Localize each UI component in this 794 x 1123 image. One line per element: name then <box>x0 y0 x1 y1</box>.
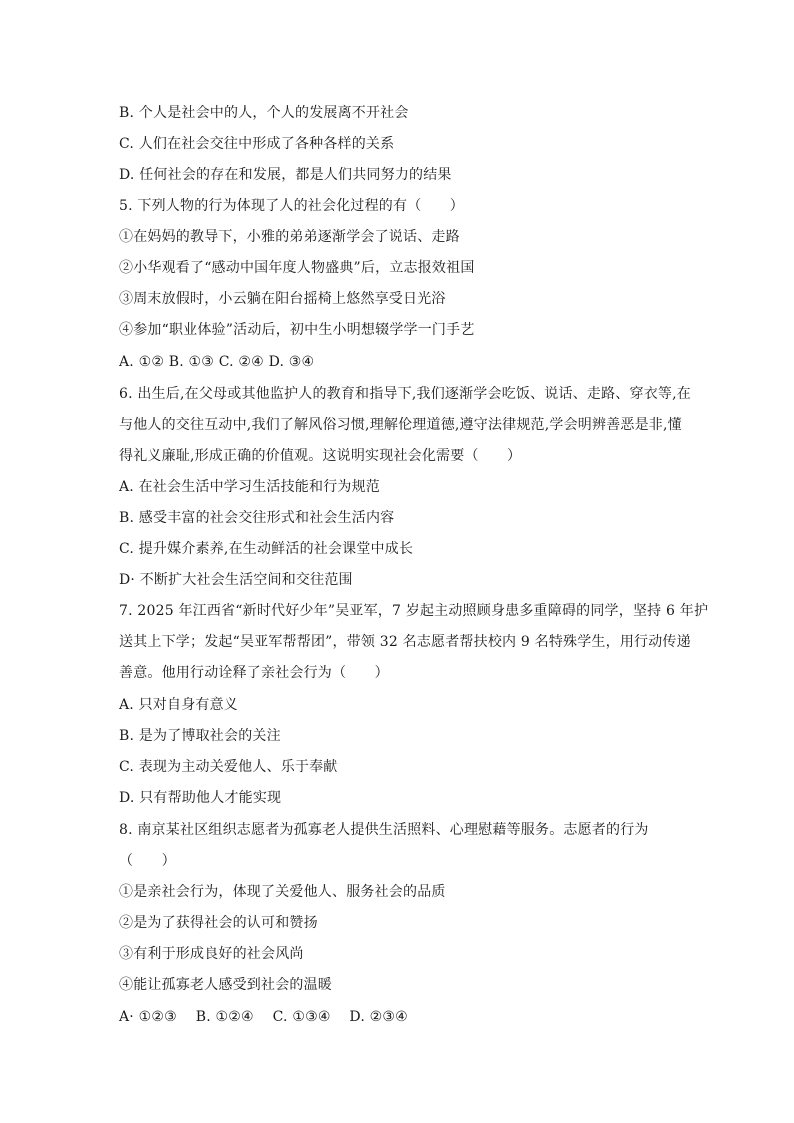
question-7-line-2: 送其上下学；发起“吴亚军帮帮团”，带领 32 名志愿者帮扶校内 9 名特殊学生，用行动传递 <box>119 634 691 650</box>
option-5c: C. 人们在社会交往中形成了各种各样的关系 <box>119 136 395 152</box>
question-7-line-1: 7. 2025 年江西省“新时代好少年”吴亚军，7 岁起主动照顾身患多重障碍的同学，坚持 6 年护 <box>119 603 709 619</box>
statement-8-3: ③有利于形成良好的社会风尚 <box>119 946 304 962</box>
statement-8-4: ④能让孤寡老人感受到社会的温暖 <box>119 977 332 993</box>
option-7c: C. 表现为主动关爱他人、乐于奉献 <box>119 759 338 775</box>
statement-4: ④参加“职业体验”活动后，初中生小明想辍学学一门手艺 <box>119 322 475 338</box>
statement-3: ③周末放假时，小云躺在阳台摇椅上悠然享受日光浴 <box>119 291 446 307</box>
option-6d: D· 不断扩大社会生活空间和交往范围 <box>119 572 353 588</box>
option-5d: D. 任何社会的存在和发展，都是人们共同努力的结果 <box>119 167 452 183</box>
question-7-line-3: 善意。他用行动诠释了亲社会行为（ ） <box>119 665 389 681</box>
option-7b: B. 是为了博取社会的关注 <box>119 728 281 744</box>
question-6-line-2: 与他人的交往互动中,我们了解风俗习惯,理解伦理道德,遵守法律规范,学会明辨善恶是非,懂 <box>119 417 682 433</box>
option-7d: D. 只有帮助他人才能实现 <box>119 790 282 806</box>
option-5b: B. 个人是社会中的人，个人的发展离不开社会 <box>119 105 409 121</box>
option-6c: C. 提升媒介素养,在生动鲜活的社会课堂中成长 <box>119 541 414 557</box>
statement-1: ①在妈妈的教导下，小雅的弟弟逐渐学会了说话、走路 <box>119 229 460 245</box>
question-5: 5. 下列人物的行为体现了人的社会化过程的有（ ） <box>119 198 465 214</box>
question-8-line-2: （ ） <box>119 853 176 869</box>
options-q8: A· ①②③ B. ①②④ C. ①③④ D. ②③④ <box>119 1009 408 1025</box>
option-7a: A. 只对自身有意义 <box>119 697 239 713</box>
question-6-line-3: 得礼义廉耻,形成正确的价值观。这说明实现社会化需要（ ） <box>119 448 522 464</box>
statement-8-1: ①是亲社会行为，体现了关爱他人、服务社会的品质 <box>119 884 446 900</box>
options-q5: A. ①② B. ①③ C. ②④ D. ③④ <box>119 354 315 370</box>
option-6a: A. 在社会生活中学习生活技能和行为规范 <box>119 479 381 495</box>
statement-2: ②小华观看了“感动中国年度人物盛典”后，立志报效祖国 <box>119 260 475 276</box>
question-8-line-1: 8. 南京某社区组织志愿者为孤寡老人提供生活照料、心理慰藉等服务。志愿者的行为 <box>119 822 649 838</box>
question-6-line-1: 6. 出生后,在父母或其他监护人的教育和指导下,我们逐渐学会吃饭、说话、走路、穿衣等,在 <box>119 386 691 402</box>
statement-8-2: ②是为了获得社会的认可和赞扬 <box>119 915 318 931</box>
option-6b: B. 感受丰富的社会交往形式和社会生活内容 <box>119 510 395 526</box>
